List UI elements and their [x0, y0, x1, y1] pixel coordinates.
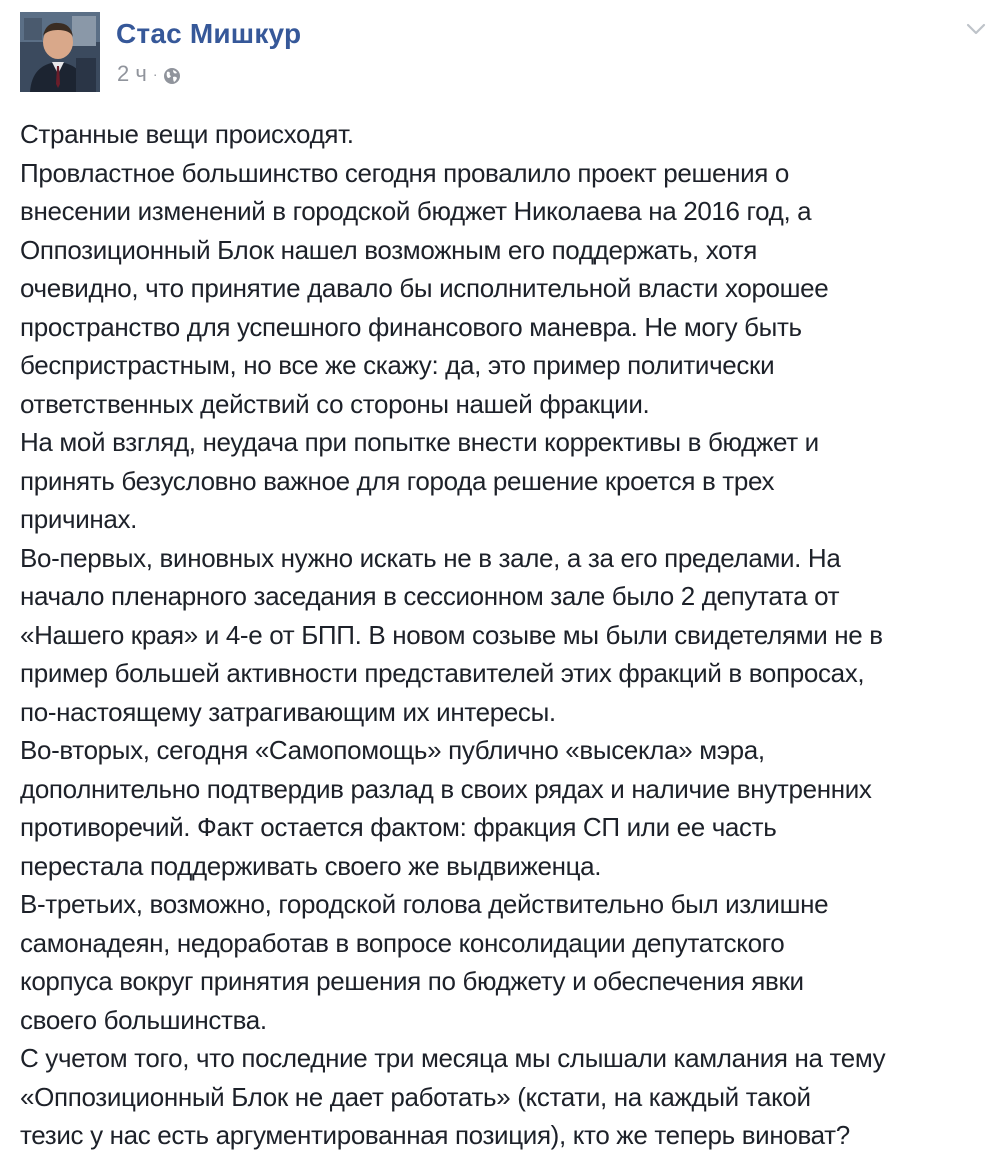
post-timestamp[interactable]: 2 ч: [117, 61, 147, 86]
post-text-line: по-настоящему затрагивающим их интересы.: [20, 696, 556, 727]
post-text-line: пример большей активности представителей этих фракций в вопросах,: [20, 658, 865, 688]
post-text-line: «Нашего края» и 4-е от БПП. В новом созыве мы были свидетелями не в: [20, 619, 883, 650]
post-text-line: самонадеян, недоработав в вопросе консолидации депутатского: [20, 927, 785, 958]
post-text-line: принять безусловно важное для города решение кроется в трех: [20, 465, 775, 496]
post-text-line: «Оппозиционный Блок не дает работать» (кстати, на каждый такой: [20, 1081, 811, 1112]
post-text-line: ответственных действий со стороны нашей фракции.: [20, 388, 650, 419]
post-body: [20, 115, 1002, 1155]
chevron-down-icon[interactable]: [966, 22, 986, 36]
post-header: [20, 12, 994, 96]
post-text-line: Странные вещи происходят.: [20, 119, 354, 149]
post-text-line: внесении изменений в городской бюджет Николаева на 2016 год, а: [20, 196, 812, 226]
post-text-line: начало пленарного заседания в сессионном зале было 2 депутата от: [20, 581, 840, 611]
post-text-line: С учетом того, что последние три месяца мы слышали камлания на тему: [20, 1043, 886, 1073]
meta-separator: ·: [152, 66, 158, 82]
post-text-line: Провластное большинство сегодня провалило проект решения о: [20, 157, 789, 188]
post-text-line: причинах.: [20, 504, 138, 534]
post-text-line: беспристрастным, но все же скажу: да, это пример политически: [20, 350, 775, 380]
avatar[interactable]: [20, 12, 100, 92]
post-text-line: очевидно, что принятие давало бы исполнительной власти хорошее: [20, 273, 829, 303]
author-name[interactable]: Стас Мишкур: [116, 18, 302, 49]
post-meta: [117, 62, 181, 86]
post-text-line: перестала поддерживать своего же выдвиженца.: [20, 850, 602, 881]
post-text-line: Оппозиционный Блок нашел возможным его поддержать, хотя: [20, 234, 757, 265]
post-text-line: тезис у нас есть аргументированная позиция), кто же теперь виноват?: [20, 1120, 850, 1150]
avatar-photo: [20, 12, 100, 92]
post-text-line: своего большинства.: [20, 1004, 267, 1035]
post-text-line: Во-первых, виновных нужно искать не в зале, а за его пределами. На: [20, 542, 841, 573]
post-text-line: На мой взгляд, неудача при попытке внести коррективы в бюджет и: [20, 427, 819, 457]
post-text-line: Во-вторых, сегодня «Самопомощь» публично «высекла» мэра,: [20, 735, 765, 765]
globe-icon[interactable]: [163, 65, 181, 83]
post-text-line: дополнительно подтвердив разлад в своих рядах и наличие внутренних: [20, 773, 872, 804]
post-text-line: противоречий. Факт остается фактом: фракция СП или ее часть: [20, 812, 777, 842]
post-text-line: корпуса вокруг принятия решения по бюджету и обеспечения явки: [20, 966, 804, 996]
post-text-line: пространство для успешного финансового маневра. Не могу быть: [20, 311, 802, 342]
post-text-line: В-третьих, возможно, городской голова действительно был излишне: [20, 889, 829, 919]
